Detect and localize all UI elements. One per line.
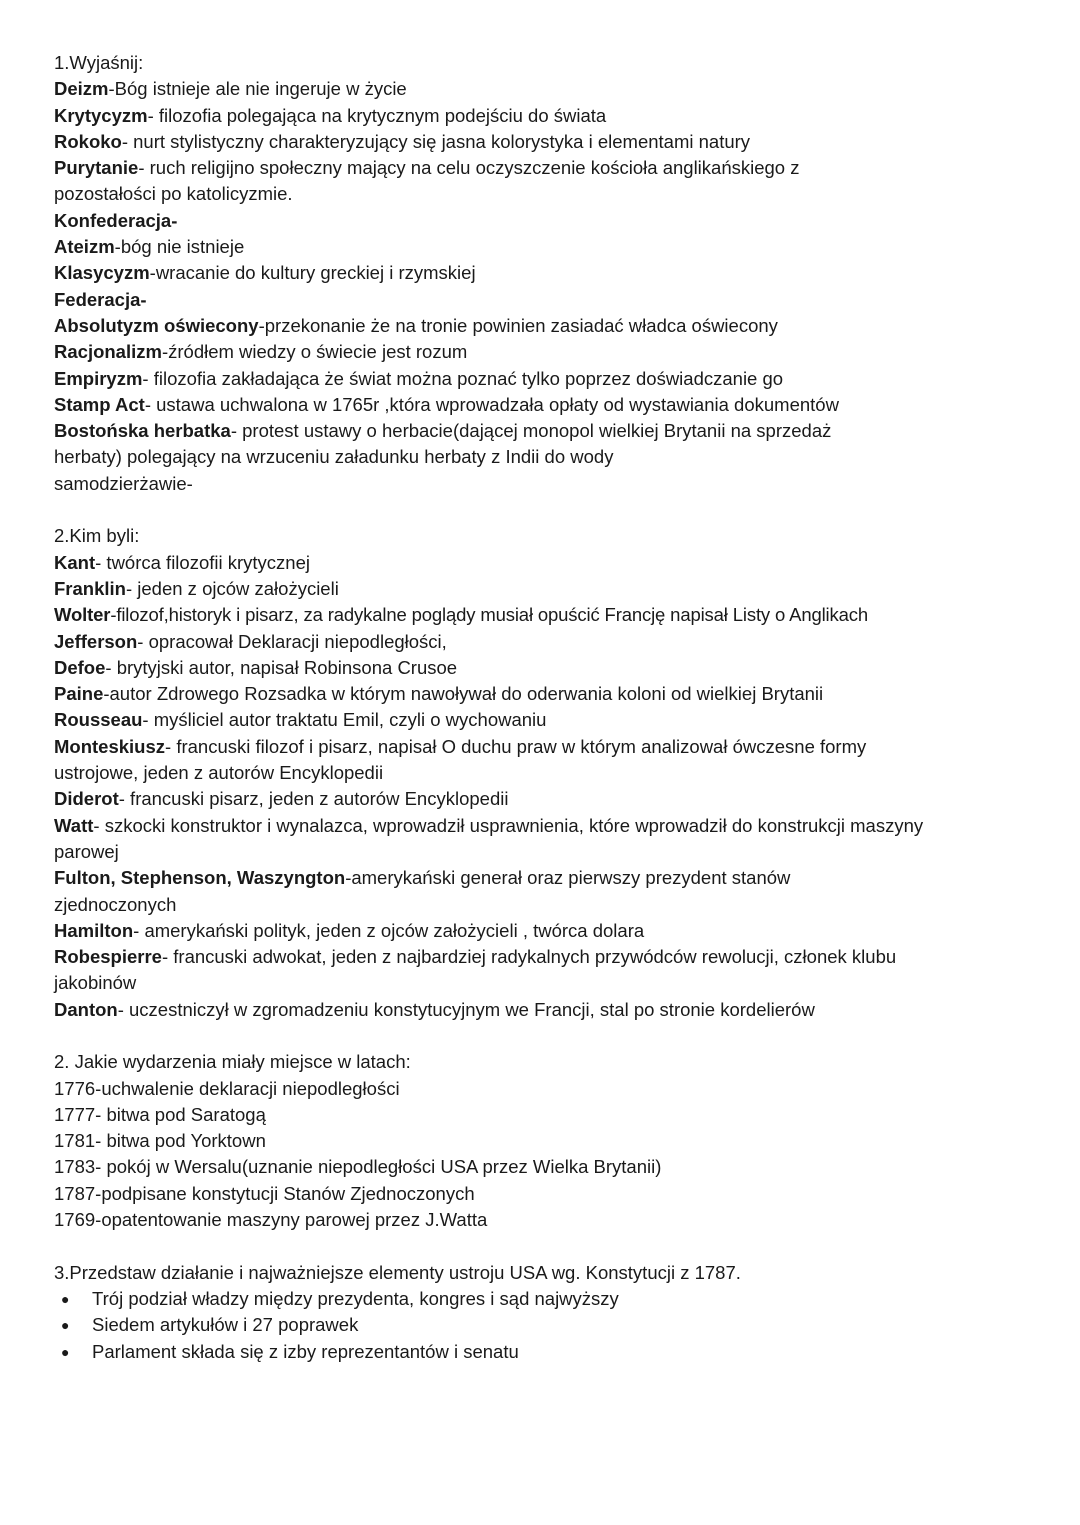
section-who-were <box>54 523 1040 1023</box>
person-name: Franklin <box>54 577 126 599</box>
definition: -źródłem wiedzy o świecie jest rozum <box>161 341 468 363</box>
person-name: Fulton, Stephenson, Waszyngton <box>54 867 346 889</box>
event-line: 1787-podpisane konstytucji Stanów Zjednoczonych <box>54 1182 475 1204</box>
term: Bostońska herbatka <box>54 420 231 442</box>
term: Federacja <box>54 288 141 310</box>
list-item <box>54 1339 1040 1365</box>
definition-item <box>54 234 1040 260</box>
definition: - filozofia polegająca na krytycznym podejściu do świata <box>147 104 607 126</box>
term: Absolutyzm oświecony <box>54 314 259 336</box>
list-item-text: Siedem artykułów i 27 poprawek <box>92 1314 359 1336</box>
person-name: Defoe <box>54 656 106 678</box>
person-name: Wolter <box>54 604 111 626</box>
person-item <box>54 865 864 918</box>
person-item <box>54 918 1040 944</box>
person-name: Danton <box>54 998 118 1020</box>
event-line: 1783- pokój w Wersalu(uznanie niepodległości USA przez Wielka Brytanii) <box>54 1156 662 1178</box>
definition: - protest ustawy o herbacie(dającej monopol wielkiej Brytanii na sprzedaż herbaty) polegający na wrzuceniu załadunku herbaty z Indii do wody <box>54 420 837 468</box>
definition-item <box>54 260 1040 286</box>
person-name: Paine <box>54 683 104 705</box>
definition: - <box>140 288 147 310</box>
person-item <box>54 997 1040 1023</box>
person-description: - twórca filozofii krytycznej <box>95 551 310 573</box>
definition-item <box>54 339 1040 365</box>
bullet-icon: ● <box>61 1343 70 1360</box>
term: Deizm <box>54 78 109 100</box>
person-description: - francuski pisarz, jeden z autorów Encyklopedii <box>118 788 509 810</box>
definition-item <box>54 418 904 471</box>
person-item <box>54 655 1040 681</box>
person-item <box>54 813 929 866</box>
person-description: -autor Zdrowego Rozsadka w którym nawoływał do oderwania koloni od wielkiej Brytanii <box>103 683 824 705</box>
section-events <box>54 1049 1040 1233</box>
person-item <box>54 576 1040 602</box>
definition: samodzierżawie- <box>54 472 193 494</box>
person-item <box>54 681 1040 707</box>
definition: - ustawa uchwalona w 1765r ,która wprowadzała opłaty od wystawiania dokumentów <box>144 393 839 415</box>
spacer <box>54 1023 1040 1049</box>
person-item <box>54 602 1040 628</box>
section-constitution <box>54 1260 1040 1365</box>
event-line: 1777- bitwa pod Saratogą <box>54 1103 266 1125</box>
term: Ateizm <box>54 236 115 258</box>
definition-item <box>54 103 1040 129</box>
person-name: Watt <box>54 814 94 836</box>
person-description: - uczestniczył w zgromadzeniu konstytucyjnym we Francji, stal po stronie kordelierów <box>117 998 815 1020</box>
person-description: - opracował Deklaracji niepodległości, <box>137 630 447 652</box>
person-description: - brytyjski autor, napisał Robinsona Crusoe <box>105 656 458 678</box>
person-name: Jefferson <box>54 630 138 652</box>
spacer <box>54 1233 1040 1259</box>
bullet-icon: ● <box>61 1317 70 1334</box>
definition: -Bóg istnieje ale nie ingeruje w życie <box>108 78 407 100</box>
bullet-list <box>54 1286 1040 1365</box>
bullet-icon: ● <box>61 1290 70 1307</box>
term: Krytycyzm <box>54 104 148 126</box>
person-item <box>54 786 1040 812</box>
definition-item <box>54 366 1040 392</box>
event-line: 1769-opatentowanie maszyny parowej przez J.Watta <box>54 1209 488 1231</box>
person-name: Diderot <box>54 788 119 810</box>
definition: -przekonanie że na tronie powinien zasiadać władca oświecony <box>258 314 778 336</box>
section-heading: 2. Jakie wydarzenia miały miejsce w latach: <box>54 1051 411 1073</box>
definition-item <box>54 287 1040 313</box>
spacer <box>54 497 1040 523</box>
person-description: - francuski filozof i pisarz, napisał O duchu praw w którym analizował ówczesne formy ustrojowe, jeden z autorów Encyklopedii <box>54 735 872 784</box>
list-item-text: Parlament składa się z izby reprezentantów i senatu <box>92 1340 519 1362</box>
term: Konfederacja <box>54 209 172 231</box>
person-item <box>54 707 1040 733</box>
person-name: Hamilton <box>54 919 134 941</box>
person-item <box>54 734 944 787</box>
person-description: - amerykański polityk, jeden z ojców założycieli , twórca dolara <box>133 919 645 941</box>
person-name: Rousseau <box>54 709 143 731</box>
definition-item <box>54 392 1040 418</box>
definition-item <box>54 313 1040 339</box>
person-description: - francuski adwokat, jeden z najbardziej radykalnych przywódców rewolucji, członek klubu jakobinów <box>54 946 902 994</box>
definition: -bóg nie istnieje <box>114 236 245 258</box>
definition: - ruch religijno społeczny mający na celu oczyszczenie kościoła anglikańskiego z pozostałości po katolicyzmie. <box>54 157 805 205</box>
person-description: - jeden z ojców założycieli <box>125 577 339 599</box>
list-item <box>54 1286 1040 1312</box>
person-name: Robespierre <box>54 946 162 968</box>
person-item <box>54 944 924 997</box>
person-description: -amerykański generał oraz pierwszy prezydent stanów zjednoczonych <box>54 867 796 915</box>
section-heading: 1.Wyjaśnij: <box>54 52 144 73</box>
person-description: -filozof,historyk i pisarz, za radykalne poglądy musiał opuścić Francję napisał Listy o Anglikach <box>110 604 869 626</box>
section-heading: 2.Kim byli: <box>54 525 140 547</box>
event-line: 1781- bitwa pod Yorktown <box>54 1130 266 1152</box>
definition-item <box>54 129 1040 155</box>
person-name: Kant <box>54 551 96 573</box>
person-item <box>54 550 1040 576</box>
term: Racjonalizm <box>54 341 162 363</box>
person-name: Monteskiusz <box>54 735 166 757</box>
list-item-text: Trój podział władzy między prezydenta, kongres i sąd najwyższy <box>92 1287 619 1309</box>
term: Empiryzm <box>54 367 143 389</box>
definition: - <box>171 209 178 231</box>
term: Rokoko <box>54 130 122 152</box>
term: Stamp Act <box>54 393 145 415</box>
term: Purytanie <box>54 157 139 179</box>
definition: - filozofia zakładająca że świat można poznać tylko poprzez doświadczanie go <box>142 367 784 389</box>
section-explain <box>54 50 1040 497</box>
definition-item <box>54 208 1040 234</box>
definition-item <box>54 76 1040 102</box>
section-heading: 3.Przedstaw działanie i najważniejsze elementy ustroju USA wg. Konstytucji z 1787. <box>54 1261 741 1283</box>
list-item <box>54 1312 1040 1338</box>
person-item <box>54 629 1040 655</box>
term: Klasycyzm <box>54 262 150 284</box>
definition: - nurt stylistyczny charakteryzujący się jasna kolorystyka i elementami natury <box>121 130 751 152</box>
definition-item <box>54 155 874 208</box>
definition: -wracanie do kultury greckiej i rzymskiej <box>149 262 476 284</box>
person-description: - myśliciel autor traktatu Emil, czyli o wychowaniu <box>142 709 547 731</box>
definition-item <box>54 471 1040 497</box>
event-line: 1776-uchwalenie deklaracji niepodległości <box>54 1077 400 1099</box>
person-description: - szkocki konstruktor i wynalazca, wprowadził usprawnienia, które wprowadził do konstrukcji maszyny parowej <box>54 814 929 862</box>
